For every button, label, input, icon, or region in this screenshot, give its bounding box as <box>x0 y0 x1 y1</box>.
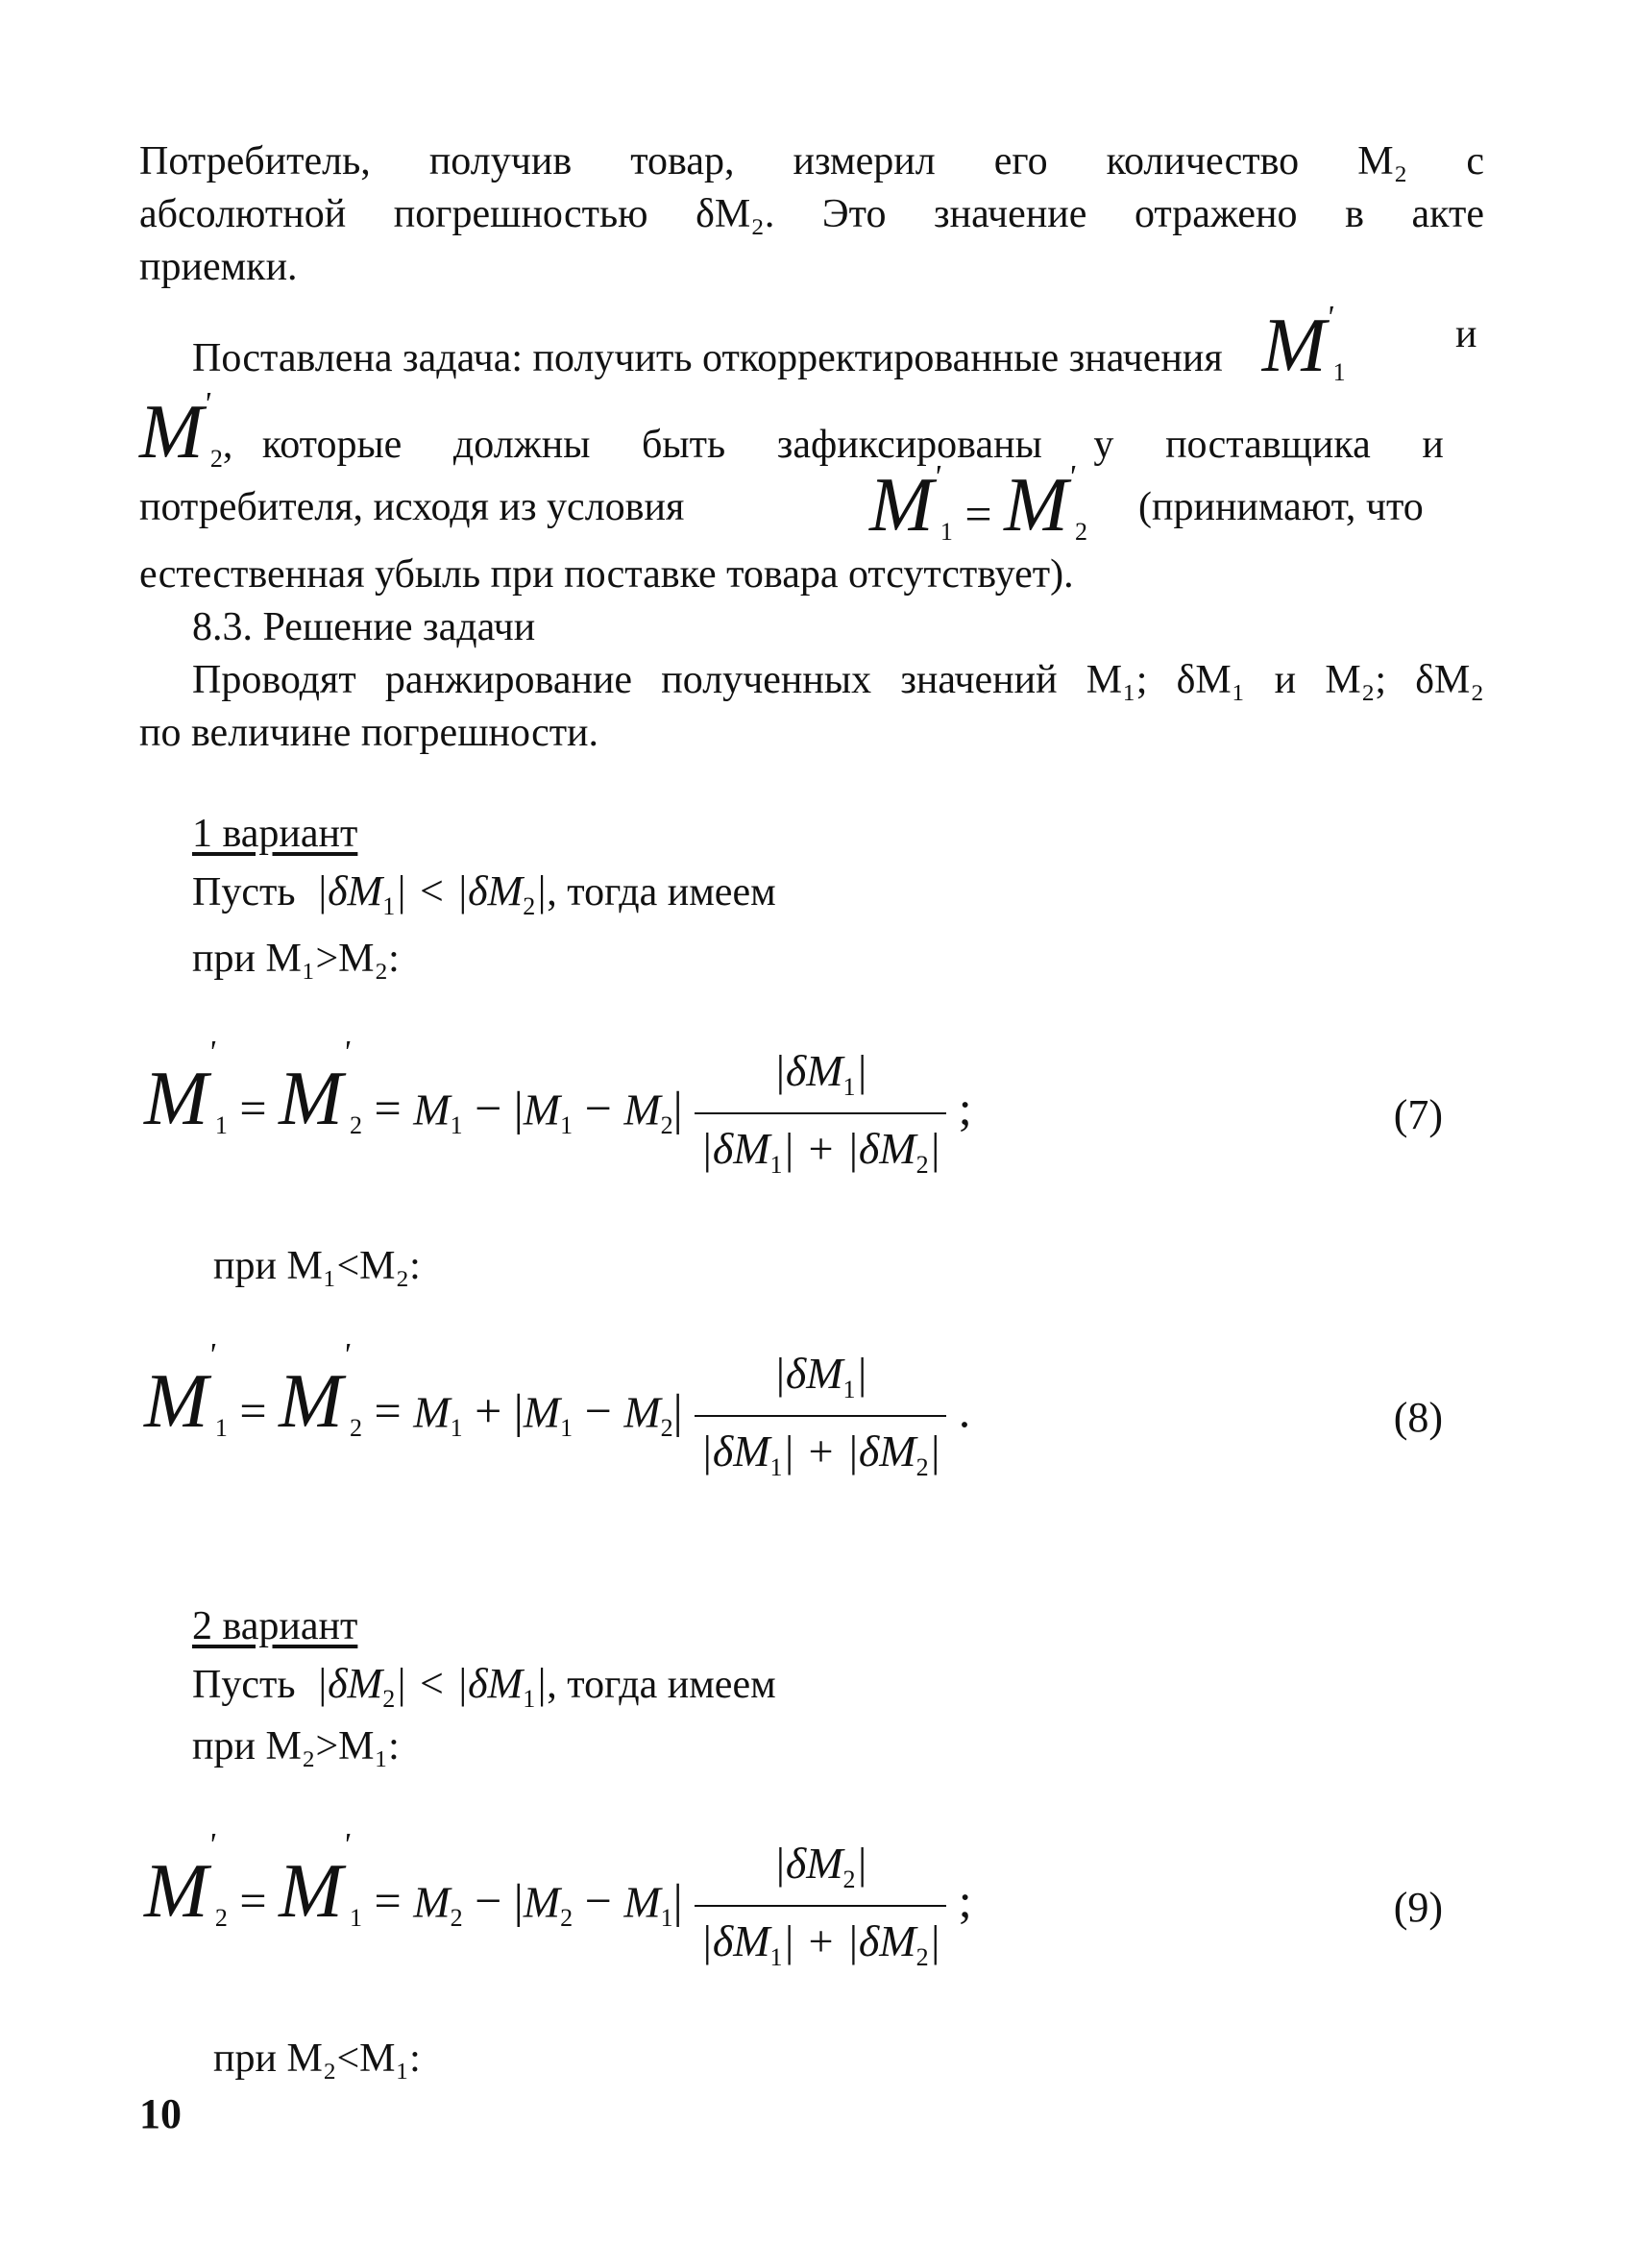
eq9-number: (9) <box>1393 1884 1443 1931</box>
variant2-let <box>192 1657 776 1717</box>
para2-line1 <box>192 300 1346 388</box>
variant1-let <box>192 865 776 924</box>
variant2-case1: при М₂>М₁: <box>192 1724 400 1768</box>
page-number: 10 <box>139 2090 182 2137</box>
para3-line2: по величине погрешности. <box>139 711 599 755</box>
variant1-let-suffix: , тогда имеем <box>547 870 776 915</box>
para1-line1: Потребитель, получив товар, измерил его количество М₂ с <box>139 139 1484 183</box>
para2-line3-start: потребителя, исходя из условия <box>139 485 685 529</box>
variant1-let-prefix: Пусть <box>192 870 296 915</box>
variant2-let-prefix: Пусть <box>192 1663 296 1707</box>
para2-line2-row: M'2, которые должны быть зафиксированы у поставщика и <box>139 386 1444 475</box>
eq8-number: (8) <box>1393 1394 1443 1441</box>
variant1-case1: при М₁>М₂: <box>192 937 400 981</box>
math-M2-prime: M'2 <box>139 386 223 475</box>
variant1-title: 1 вариант <box>192 812 358 856</box>
para2-line3-end: (принимают, что <box>1138 485 1424 529</box>
para3-line1: Проводят ранжирование полученных значений М₁; δМ₁ и М₂; δМ₂ <box>192 658 1484 702</box>
para2-line1-text: Поставлена задача: получить откорректированные значения <box>192 336 1223 380</box>
equation-9: $M'2 = M'1 = M_2 - |M_2 - M_1|$ $\frac{|\delta M_2|}{|\delta M_1| + |\delta M_2|}$ ; <box>144 1835 972 1977</box>
variant1-inequality: $|\delta M_1| < |\delta M_2|$ <box>305 867 548 920</box>
variant2-inequality: $|\delta M_2| < |\delta M_1|$ <box>305 1660 548 1713</box>
variant1-case2: при М₁<М₂: <box>213 1244 421 1288</box>
para1-line3: приемки. <box>139 245 298 289</box>
para2-line1-end: и <box>1455 312 1477 356</box>
para2-line2: которые должны быть зафиксированы у поставщика и <box>261 423 1444 467</box>
variant2-case2: при М₂<М₁: <box>213 2036 421 2081</box>
equation-7: $M'1 = M'2 = M_1 - |M_1 - M_2|$ $\frac{|\delta M_1|}{|\delta M_1| + |\delta M_2|}$ ; <box>144 1042 972 1184</box>
para2-line4: естественная убыль при поставке товара отсутствует). <box>139 552 1074 597</box>
variant2-let-suffix: , тогда имеем <box>547 1663 776 1707</box>
math-M1-prime: M'1 <box>1261 300 1346 388</box>
section-heading: 8.3. Решение задачи <box>192 605 536 649</box>
equation-8: $M'1 = M'2 = M_1 + |M_1 - M_2|$ $\frac{|\delta M_1|}{|\delta M_1| + |\delta M_2|}$ . <box>144 1345 970 1487</box>
para1-line2: абсолютной погрешностью δМ₂. Это значение отражено в акте <box>139 192 1484 236</box>
variant2-title: 2 вариант <box>192 1604 358 1648</box>
eq7-number: (7) <box>1393 1091 1443 1138</box>
math-condition: M'1 = M'2 <box>869 459 1088 548</box>
